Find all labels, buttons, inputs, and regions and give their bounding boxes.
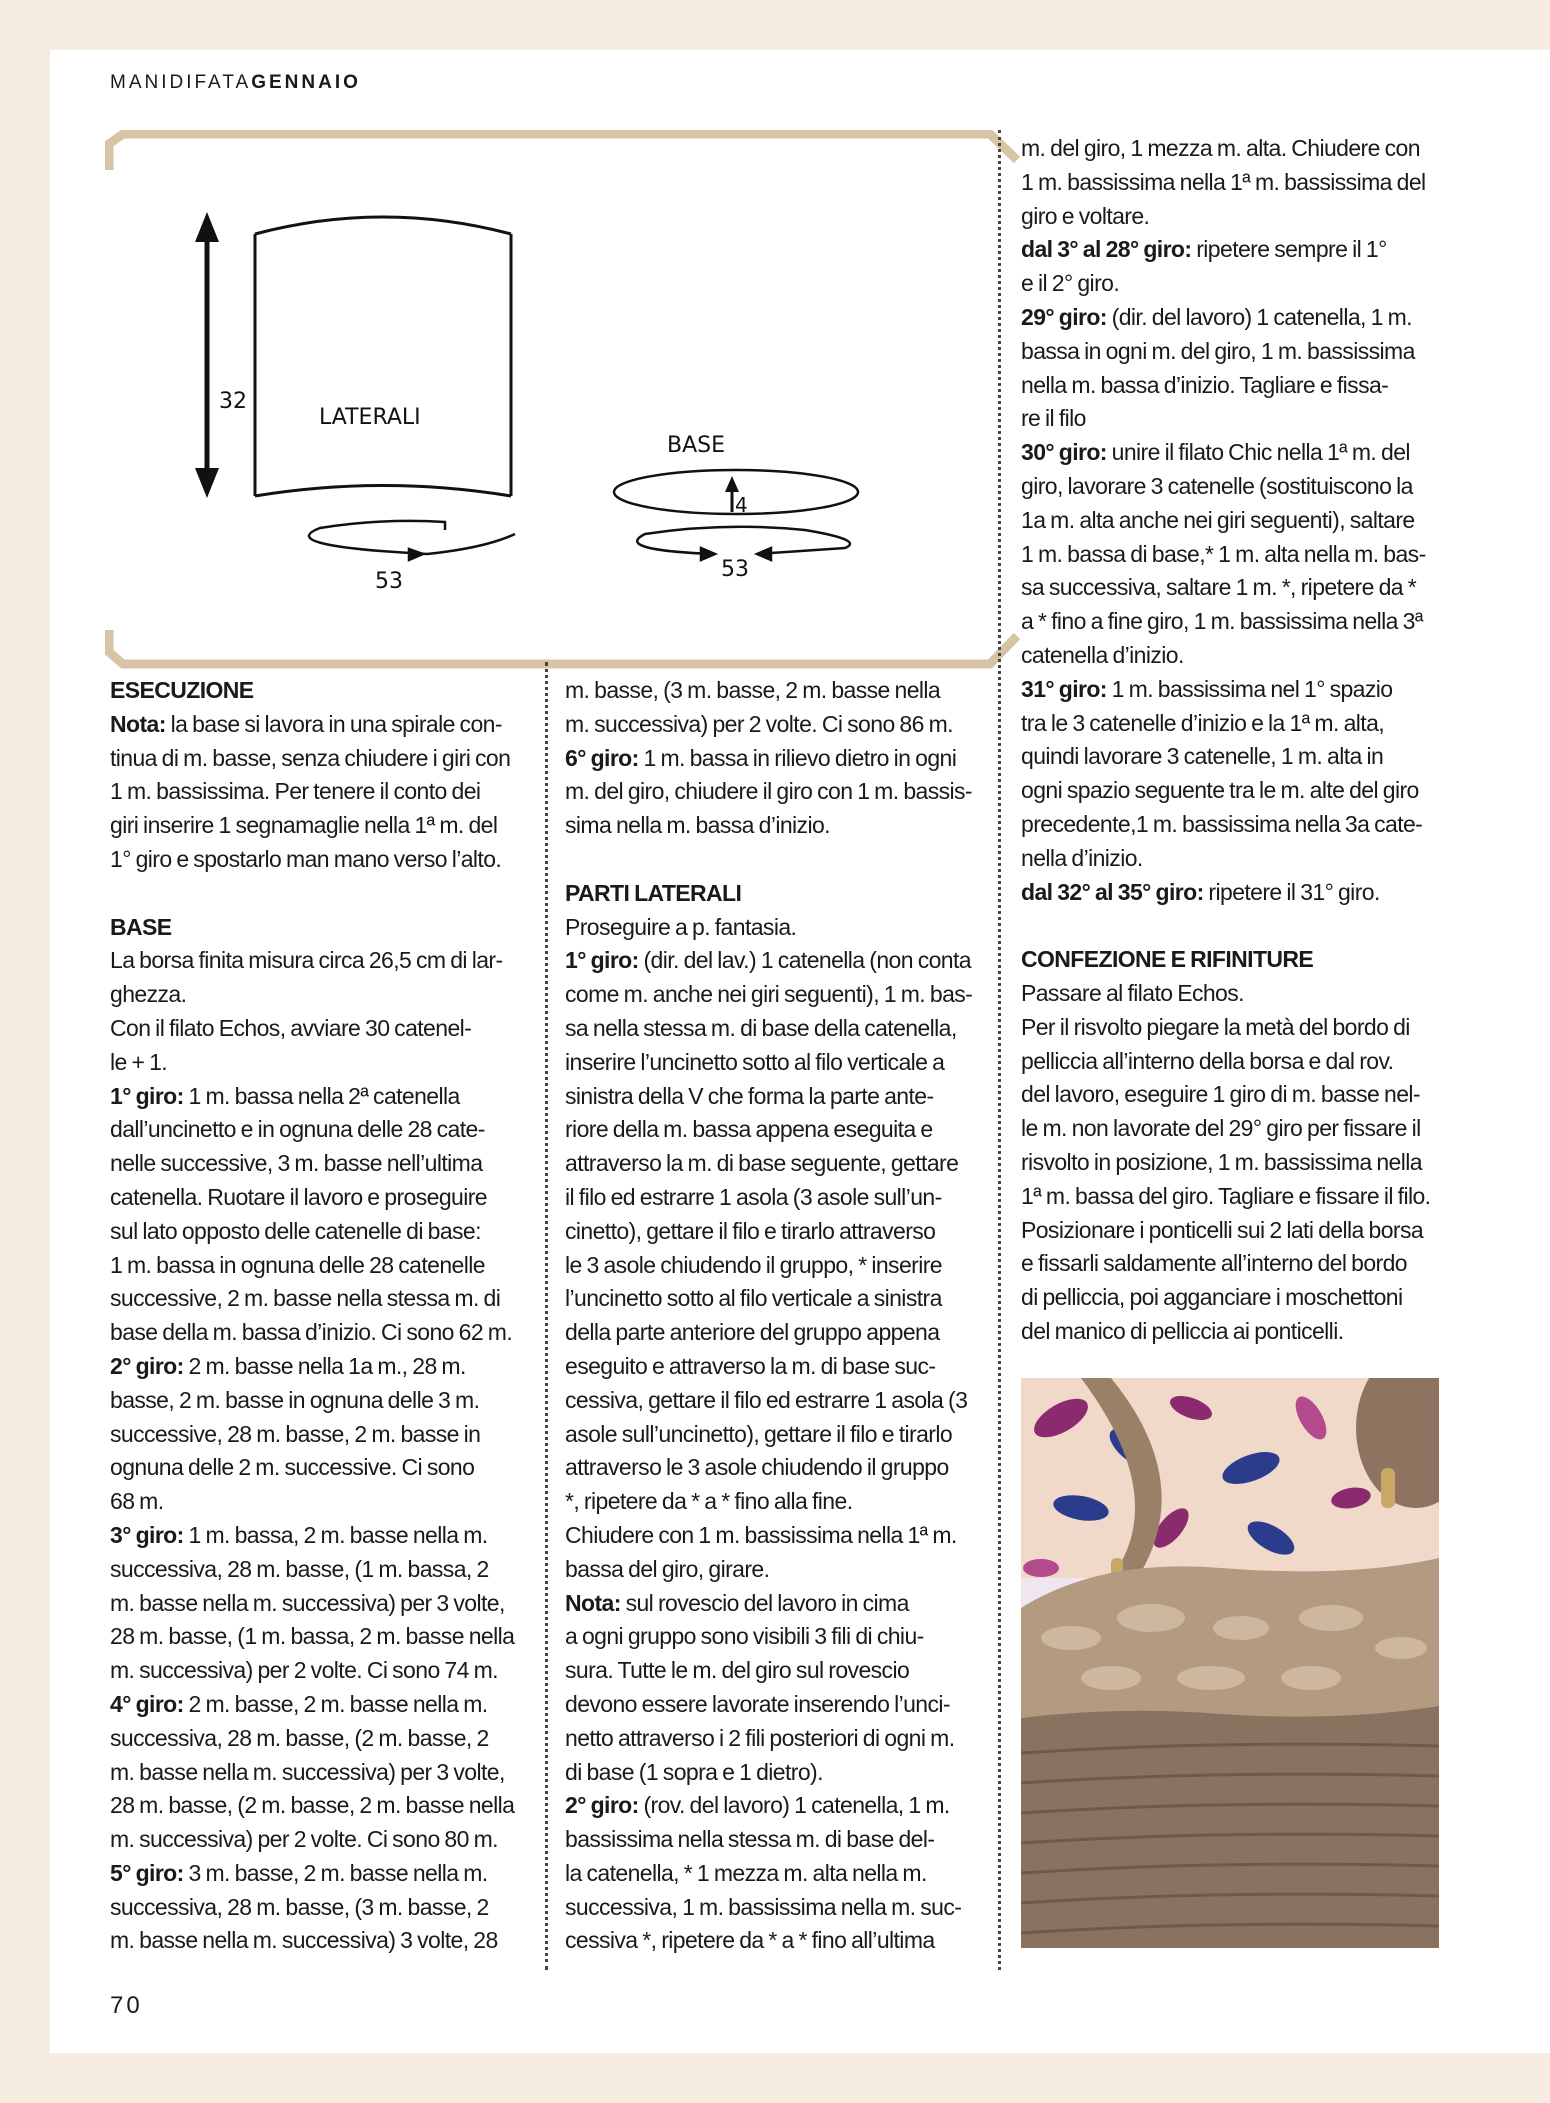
line-text: tinua di m. basse, senza chiudere i giri con [110,744,511,771]
line-text: attraverso la m. di base seguente, gettare [565,1150,959,1177]
text-line [1021,267,1497,301]
line-text: le m. non lavorate del 29° giro per fissare il [1021,1115,1421,1142]
line-text: e fissarli saldamente all’interno del bordo [1021,1250,1407,1277]
text-line [110,1654,586,1688]
text-line [565,775,1041,809]
heading-parti-laterali: PARTI LATERALI [565,879,742,906]
line-text: pelliccia all’interno della borsa e dal rov. [1021,1047,1394,1074]
text-line [565,708,1041,742]
line-text: 1 m. bassa di base,* 1 m. alta nella m. bas- [1021,540,1426,567]
line-text: 2 m. basse, 2 m. basse nella m. [183,1690,488,1717]
line-text: le 3 asole chiudendo il gruppo, * inserire [565,1251,942,1278]
text-line [1021,301,1497,335]
line-text: sura. Tutte le m. del giro sul rovescio [565,1657,910,1684]
line-text: successiva, 28 m. basse, (3 m. basse, 2 [110,1893,489,1920]
line-text: della parte anteriore del gruppo appena [565,1319,940,1346]
parti-laterali-paragraph [565,911,1041,1959]
line-text: 1a m. alta anche nei giri seguenti), saltare [1021,506,1415,533]
line-text: asole sull’uncinetto), gettare il filo e tirarlo [565,1420,953,1447]
bold-lead: 1° giro: [110,1082,184,1109]
text-line [110,978,586,1012]
text-line [565,1181,1041,1215]
text-line [110,1857,586,1891]
line-text: m. successiva) per 2 volte. Ci sono 74 m. [110,1657,498,1684]
header-month: GENNAIO [251,72,361,93]
text-line [565,1756,1041,1790]
text-line [565,1147,1041,1181]
line-text: m. basse nella m. successiva) per 3 volte, [110,1589,505,1616]
line-text: sul rovescio del lavoro in cima [620,1589,909,1616]
line-text: sinistra della V che forma la parte ante- [565,1082,934,1109]
line-text: successiva, 28 m. basse, (1 m. bassa, 2 [110,1555,489,1582]
text-line [110,1215,586,1249]
line-text: 1 m. bassa in ognuna delle 28 catenelle [110,1251,485,1278]
text-line [565,1282,1041,1316]
height-arrow [195,212,219,498]
line-text: bassissima nella stessa m. di base del- [565,1826,935,1853]
line-text: tra le 3 catenelle d’inizio e la 1ª m. alta, [1021,709,1385,736]
text-line [1021,538,1497,572]
text-line [1021,436,1497,470]
text-line [1021,740,1497,774]
line-text: *, ripetere da * a * fino alla fine. [565,1488,853,1515]
text-line [565,911,1041,945]
text-line [110,1113,586,1147]
text-line [565,674,1041,708]
text-line [110,1722,586,1756]
text-line [1021,1078,1497,1112]
line-text: netto attraverso i 2 fili posteriori di ogni m. [565,1724,955,1751]
line-text: la base si lavora in una spirale con- [165,710,502,737]
pattern-diagram [105,130,1043,690]
text-line [110,1046,586,1080]
text-line [1021,1011,1497,1045]
text-line [565,1654,1041,1688]
line-text: giro e voltare. [1021,202,1150,229]
text-line [1021,200,1497,234]
text-line [1021,1214,1497,1248]
text-line [1021,132,1497,166]
line-text: ripetere il 31° giro. [1203,878,1380,905]
text-line [565,1857,1041,1891]
text-line [565,809,1041,843]
line-text: re il filo [1021,405,1086,432]
bold-lead: dal 3° al 28° giro: [1021,236,1192,263]
magazine-page [50,50,1550,2053]
line-text: 1 m. bassa, 2 m. basse nella m. [183,1521,488,1548]
text-line [110,1181,586,1215]
bold-lead: 30° giro: [1021,439,1107,466]
text-line [110,1519,586,1553]
line-text: eseguito e attraverso la m. di base suc- [565,1352,936,1379]
line-text: base della m. bassa d’inizio. Ci sono 62 m. [110,1319,513,1346]
text-line [1021,1180,1497,1214]
line-text: attraverso le 3 asole chiudendo il gruppo [565,1454,949,1481]
bold-lead: Nota: [565,1589,621,1616]
line-text: 28 m. basse, (1 m. bassa, 2 m. basse nella [110,1623,515,1650]
text-line [1021,335,1497,369]
laterali-width-arrow [309,521,515,560]
text-line [1021,977,1497,1011]
line-text: il filo ed estrarre 1 asola (3 asole sull’un- [565,1183,942,1210]
line-text: m. basse nella m. successiva) per 3 volte, [110,1758,505,1785]
text-line [565,1587,1041,1621]
line-text: la catenella, * 1 mezza m. alta nella m. [565,1859,927,1886]
text-line [1021,774,1497,808]
text-line [1021,605,1497,639]
line-text: risvolto in posizione, 1 m. bassissima nella [1021,1148,1422,1175]
text-line [110,1451,586,1485]
text-line [1021,1315,1497,1349]
text-line [110,1282,586,1316]
text-line [565,1113,1041,1147]
line-text: m. del giro, 1 mezza m. alta. Chiudere con [1021,135,1420,161]
text-line [565,1451,1041,1485]
column-2 [565,674,1041,1958]
text-line [110,1316,586,1350]
text-line [565,944,1041,978]
line-text: bassa del giro, girare. [565,1555,770,1582]
base-continued-paragraph [565,674,1041,843]
text-line [1021,166,1497,200]
line-text: 2 m. basse nella 1a m., 28 m. [183,1352,466,1379]
bold-lead: 29° giro: [1021,303,1107,330]
text-line [565,1924,1041,1958]
text-line [1021,639,1497,673]
text-line [565,1384,1041,1418]
line-text: bassa in ogni m. del giro, 1 m. bassissima [1021,337,1415,364]
heading-esecuzione: ESECUZIONE [110,677,254,703]
line-text: Con il filato Echos, avviare 30 catenel- [110,1014,472,1041]
text-line [1021,1281,1497,1315]
line-text: 68 m. [110,1488,164,1515]
text-line [110,708,586,742]
text-line [1021,369,1497,403]
text-line [110,1891,586,1925]
text-line [110,1012,586,1046]
line-text: Proseguire a p. fantasia. [565,913,797,940]
text-line [110,843,586,877]
confezione-paragraph [1021,977,1497,1349]
bold-lead: 4° giro: [110,1690,184,1717]
text-line [565,1012,1041,1046]
line-text: catenella d’inizio. [1021,641,1184,668]
line-text: a * fino a fine giro, 1 m. bassissima nella 3ª [1021,608,1423,635]
text-line [1021,673,1497,707]
line-text: (dir. del lavoro) 1 catenella, 1 m. [1106,303,1412,330]
text-line [565,742,1041,776]
laterali-label: LATERALI [319,405,421,430]
line-text: nella m. bassa d’inizio. Tagliare e fissa- [1021,371,1389,398]
bold-lead: 1° giro: [565,947,639,974]
text-line [110,1924,586,1958]
line-text: cinetto), gettare il filo e tirarlo attraverso [565,1217,936,1244]
text-line [110,1249,586,1283]
line-text: Posizionare i ponticelli sui 2 lati della borsa [1021,1216,1424,1243]
base-width-arrow [637,527,850,560]
page-header [110,72,361,94]
text-line [1021,571,1497,605]
line-text: successiva, 1 m. bassissima nella m. suc- [565,1893,962,1920]
line-text: del manico di pelliccia ai ponticelli. [1021,1317,1344,1344]
line-text: di base (1 sopra e 1 dietro). [565,1758,823,1785]
text-line [565,1823,1041,1857]
line-text: successive, 2 m. basse nella stessa m. di [110,1285,501,1312]
text-line [110,944,586,978]
text-line [565,1215,1041,1249]
text-line [110,1418,586,1452]
bold-lead: Nota: [110,710,166,737]
bag-photo [1021,1378,1439,1948]
line-text: sa successiva, saltare 1 m. *, ripetere da * [1021,574,1417,601]
line-text: 1 m. bassissima nel 1° spazio [1106,675,1393,702]
line-text: La borsa finita misura circa 26,5 cm di lar- [110,947,503,974]
line-text: Passare al filato Echos. [1021,979,1244,1006]
text-line [1021,842,1497,876]
text-line [565,1519,1041,1553]
line-text: Chiudere con 1 m. bassissima nella 1ª m. [565,1521,957,1548]
line-text: del lavoro, eseguire 1 giro di m. basse nel- [1021,1081,1420,1108]
text-line [110,1823,586,1857]
text-line [110,1384,586,1418]
bag-photo-illustration [1021,1378,1439,1948]
base-height-label: 4 [735,493,748,517]
base-paragraph [110,944,586,1958]
line-text: dall’uncinetto e in ognuna delle 28 cate- [110,1116,485,1143]
text-line [565,1316,1041,1350]
line-text: giro, lavorare 3 catenelle (sostituiscono la [1021,472,1413,499]
text-line [565,1418,1041,1452]
line-text: Per il risvolto piegare la metà del bordo di [1021,1013,1410,1040]
line-text: m. successiva) per 2 volte. Ci sono 80 m. [110,1826,498,1853]
text-line [565,1553,1041,1587]
line-text: (dir. del lav.) 1 catenella (non conta [638,947,971,974]
base-label: BASE [667,433,726,458]
text-line [110,1147,586,1181]
text-line [1021,233,1497,267]
line-text: ogni spazio seguente tra le m. alte del giro [1021,777,1419,804]
line-text: sa nella stessa m. di base della catenella, [565,1014,957,1041]
parti-laterali-continued-paragraph [1021,132,1497,909]
text-line [565,1350,1041,1384]
line-text: 1 m. bassissima nella 1ª m. bassissima del [1021,168,1426,195]
text-line [110,1789,586,1823]
line-text: m. successiva) per 2 volte. Ci sono 86 m. [565,710,953,737]
line-text: come m. anche nei giri seguenti), 1 m. bas- [565,981,973,1008]
line-text: riore della m. bassa appena eseguita e [565,1116,933,1143]
line-text: a ogni gruppo sono visibili 3 fili di chiu- [565,1623,924,1650]
page-number: 70 [110,1992,143,2019]
line-text: 1 m. bassissima. Per tenere il conto dei [110,778,481,805]
line-text: ripetere sempre il 1° [1191,236,1387,263]
bag-knit-body [1021,1706,1439,1948]
line-text: di pelliccia, poi agganciare i moschettoni [1021,1284,1403,1311]
line-text: successive, 28 m. basse, 2 m. basse in [110,1420,481,1447]
text-line [1021,1045,1497,1079]
line-text: ognuna delle 2 m. successive. Ci sono [110,1454,475,1481]
line-text: cessiva, gettare il filo ed estrarre 1 asola (3 [565,1386,968,1413]
column-1 [110,674,586,1958]
line-text: unire il filato Chic nella 1ª m. del [1106,439,1410,466]
bold-lead: 3° giro: [110,1521,184,1548]
text-line [1021,470,1497,504]
text-line [565,1722,1041,1756]
line-text: cessiva *, ripetere da * a * fino all’ultima [565,1927,935,1954]
text-line [1021,876,1497,910]
height-label: 32 [219,389,247,414]
text-line [565,1249,1041,1283]
bold-lead: 6° giro: [565,744,639,771]
laterali-width-label: 53 [375,569,403,594]
text-line [565,1080,1041,1114]
bold-lead: 5° giro: [110,1859,184,1886]
text-line [1021,1146,1497,1180]
text-line [110,742,586,776]
text-line [1021,707,1497,741]
text-line [110,1688,586,1722]
line-text: (rov. del lavoro) 1 catenella, 1 m. [638,1792,950,1819]
heading-confezione: CONFEZIONE E RIFINITURE [1021,946,1314,973]
bold-lead: 2° giro: [565,1792,639,1819]
text-line [565,1620,1041,1654]
line-text: 1ª m. bassa del giro. Tagliare e fissare il filo. [1021,1182,1431,1209]
line-text: sul lato opposto delle catenelle di base: [110,1217,481,1244]
line-text: sima nella m. bassa d’inizio. [565,812,830,839]
text-line [565,1485,1041,1519]
line-text: e il 2° giro. [1021,270,1120,297]
text-line [110,1553,586,1587]
line-text: ghezza. [110,981,187,1008]
text-line [1021,1247,1497,1281]
line-text: inserire l’uncinetto sotto al filo verticale a [565,1048,945,1075]
bold-lead: 31° giro: [1021,675,1107,702]
column-3 [1021,132,1497,1349]
base-width-label: 53 [721,557,749,582]
line-text: precedente,1 m. bassissima nella 3a cate- [1021,810,1423,837]
line-text: giri inserire 1 segnamaglie nella 1ª m. del [110,812,498,839]
laterali-shape [255,217,511,496]
bold-lead: 2° giro: [110,1352,184,1379]
text-line [110,1485,586,1519]
line-text: m. basse, (3 m. basse, 2 m. basse nella [565,677,941,703]
line-text: catenella. Ruotare il lavoro e proseguire [110,1183,487,1210]
line-text: 1 m. bassa nella 2ª catenella [183,1082,460,1109]
text-line [1021,1112,1497,1146]
text-line [110,1756,586,1790]
line-text: m. basse nella m. successiva) 3 volte, 28 [110,1927,498,1954]
text-line [565,1789,1041,1823]
text-line [1021,808,1497,842]
text-line [110,1350,586,1384]
line-text: m. del giro, chiudere il giro con 1 m. bassis- [565,778,972,805]
text-line [110,1080,586,1114]
line-text: devono essere lavorate inserendo l’unci- [565,1690,950,1717]
text-line [565,1046,1041,1080]
text-line [1021,504,1497,538]
header-brand: MANIDIFATA [110,72,252,93]
text-line [110,1587,586,1621]
line-text: 1 m. bassa in rilievo dietro in ogni [638,744,957,771]
line-text: nella d’inizio. [1021,844,1143,871]
heading-base: BASE [110,913,172,940]
line-text: 28 m. basse, (2 m. basse, 2 m. basse nella [110,1792,515,1819]
line-text: le + 1. [110,1048,168,1075]
text-line [565,1891,1041,1925]
line-text: successiva, 28 m. basse, (2 m. basse, 2 [110,1724,489,1751]
line-text: basse, 2 m. basse in ognuna delle 3 m. [110,1386,480,1413]
bold-lead: dal 32° al 35° giro: [1021,878,1204,905]
text-line [110,1620,586,1654]
line-text: quindi lavorare 3 catenelle, 1 m. alta in [1021,743,1384,770]
text-line [110,809,586,843]
text-line [565,978,1041,1012]
line-text: l’uncinetto sotto al filo verticale a sinistra [565,1285,942,1312]
nota-paragraph [110,708,586,877]
text-line [565,1688,1041,1722]
line-text: nelle successive, 3 m. basse nell’ultima [110,1150,483,1177]
line-text: 3 m. basse, 2 m. basse nella m. [183,1859,488,1886]
line-text: 1° giro e spostarlo man mano verso l’alto. [110,845,502,872]
text-line [110,775,586,809]
text-line [1021,402,1497,436]
